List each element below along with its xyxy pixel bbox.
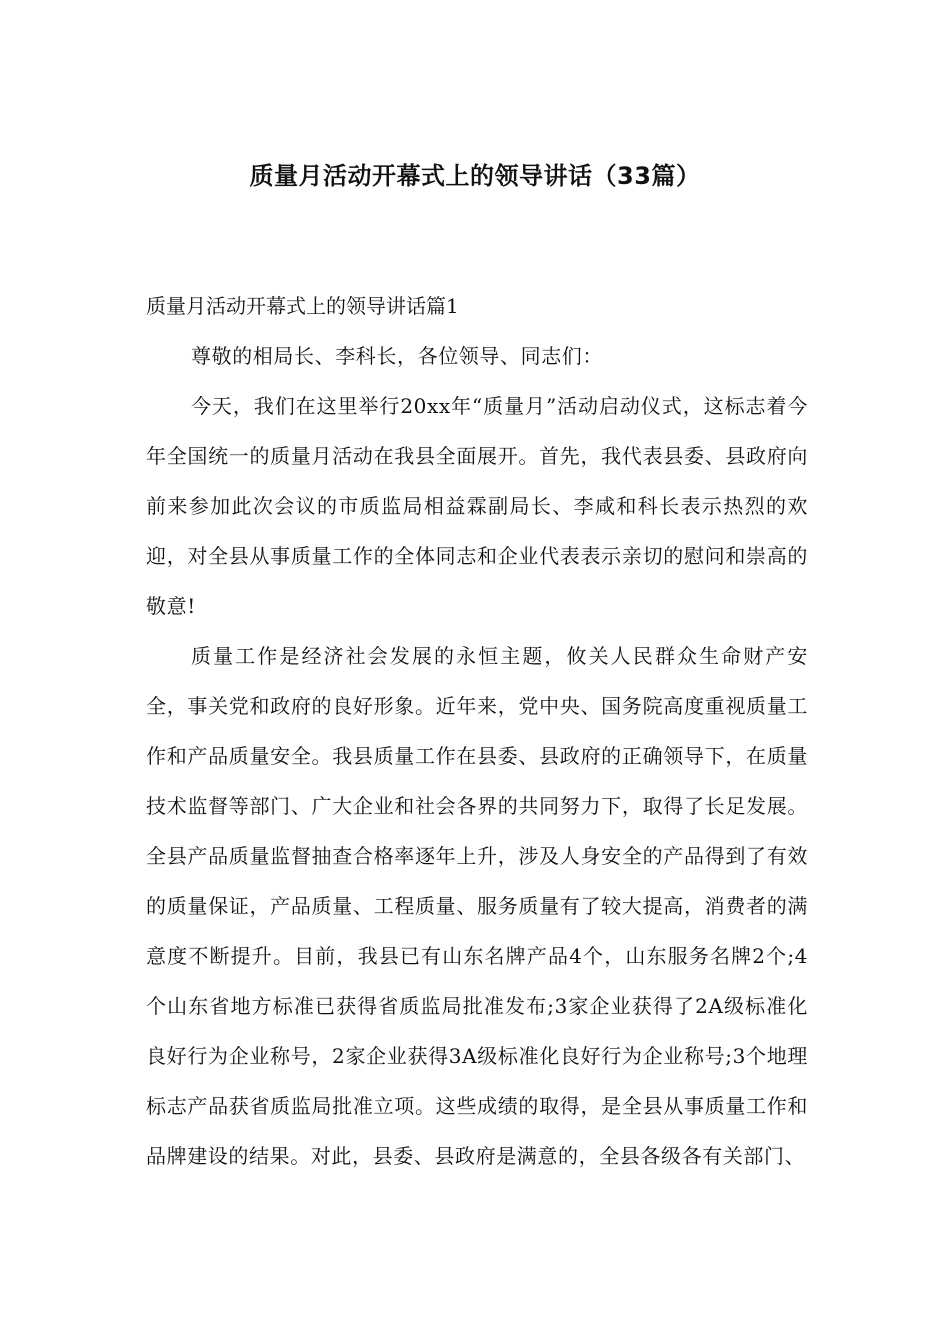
- section-heading: 质量月活动开幕式上的领导讲话篇1: [146, 294, 459, 318]
- opening-paragraph: 今天，我们在这里举行20xx年“质量月”活动启动仪式，这标志着今年全国统一的质量月活动在我县全面展开。首先，我代表县委、县政府向前来参加此次会议的市质监局相益霖副局长、李咸和科长表示热烈的欢迎，对全县从事质量工作的全体同志和企业代表表示亲切的慰问和崇高的敬意!: [146, 394, 808, 618]
- document-body: [146, 281, 808, 1181]
- document-title: 质量月活动开幕式上的领导讲话（33篇）: [249, 162, 701, 190]
- salutation-paragraph: 尊敬的相局长、李科长，各位领导、同志们：: [191, 344, 603, 368]
- quality-work-paragraph: 质量工作是经济社会发展的永恒主题，攸关人民群众生命财产安全，事关党和政府的良好形象。近年来，党中央、国务院高度重视质量工作和产品质量安全。我县质量工作在县委、县政府的正确领导下，在质量技术监督等部门、广大企业和社会各界的共同努力下，取得了长足发展。全县产品质量监督抽查合格率逐年上升，涉及人身安全的产品得到了有效的质量保证，产品质量、工程质量、服务质量有了较大提高，消费者的满意度不断提升。目前，我县已有山东名牌产品4个，山东服务名牌2个;4个山东省地方标准已获得省质监局批准发布;3家企业获得了2A级标准化良好行为企业称号，2家企业获得3A级标准化良好行为企业称号;3个地理标志产品获省质监局批准立项。这些成绩的取得，是全县从事质量工作和品牌建设的结果。对此，县委、县政府是满意的，全县各级各有关部门、: [146, 644, 808, 1168]
